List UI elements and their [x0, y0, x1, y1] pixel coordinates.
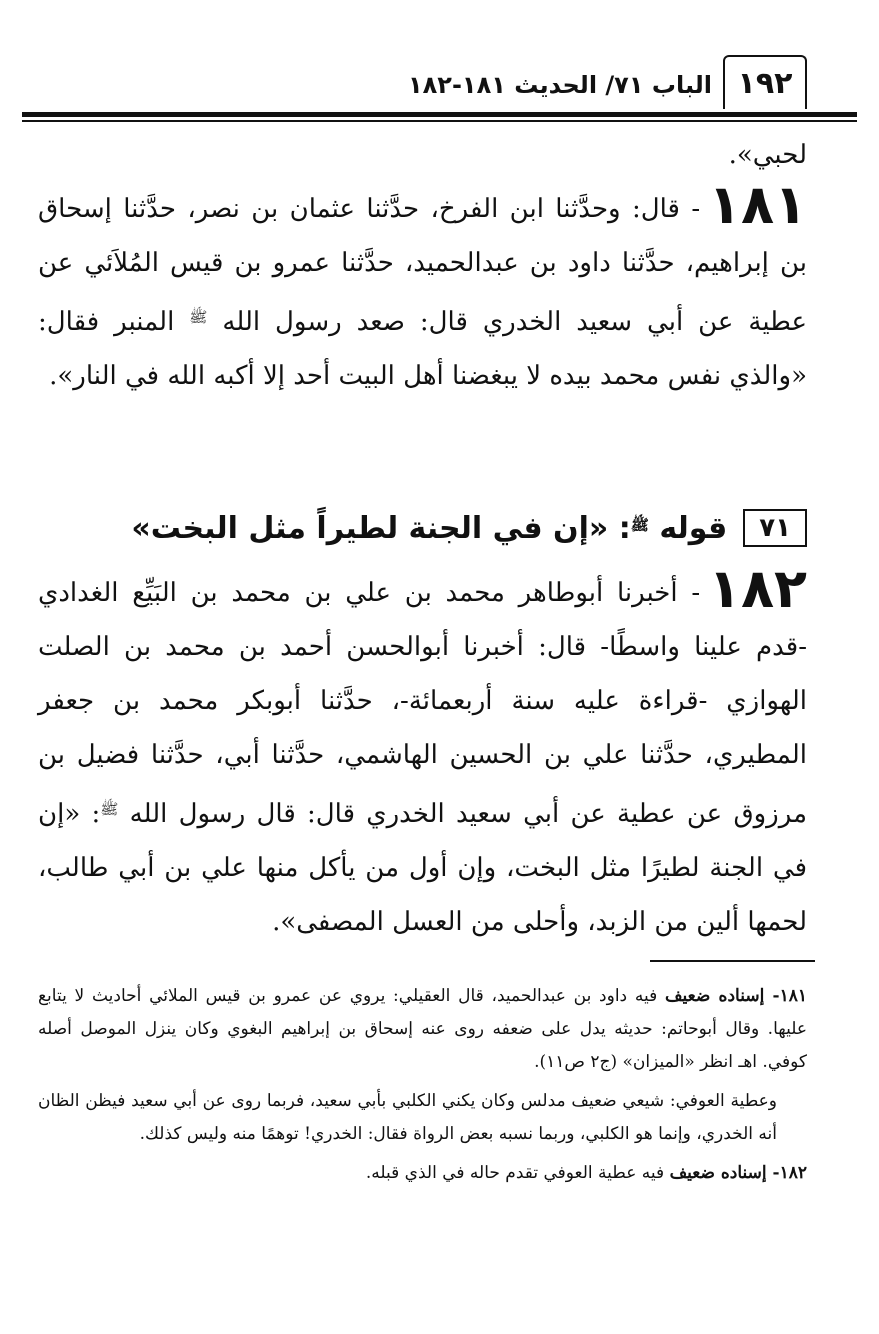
hadith-181 [38, 173, 808, 403]
footnote-label: ١٨١- إسناده ضعيف [664, 986, 808, 1006]
chapter-number: ٧١ [743, 509, 807, 547]
chapter-title-prefix: قوله [659, 510, 728, 546]
running-head: الباب ٧١/ الحديث ١٨١-١٨٢ [408, 71, 712, 99]
previous-text-tail: لحبي». [728, 140, 807, 170]
footnotes [38, 980, 807, 1196]
chapter-heading [38, 498, 807, 558]
hadith-number: ١٨١ [708, 173, 807, 236]
hadith-text-continued: : «إن في الجنة لطيرًا مثل البخت، وإن أول من يأكل منها علي بن أبي طالب، لحمها ألين من الزبد، وأحلى من العسل المصفى». [38, 799, 807, 937]
header-rule-thick [22, 112, 857, 117]
footnote-181 [38, 980, 807, 1079]
footnote-text: فيه عطية العوفي تقدم حاله في الذي قبله. [365, 1163, 665, 1183]
hadith-number: ١٨٢ [708, 557, 807, 620]
footnote-text: فيه داود بن عبدالحميد، قال العقيلي: يروي عن عمرو بن قيس الملائي أحاديث لا يتابع عليها. وقال أبوحاتم: حديثه يدل على ضعفه روى عنه إسحاق بن إبراهيم البغوي وكان ينزل الموصل أصله كوفي. اهـ انظر «الميزان» (ج٢ ص١١). [38, 986, 807, 1072]
hadith-182-block [38, 557, 808, 949]
chapter-title-text: : «إن في الجنة لطيراً مثل البخت» [131, 510, 631, 546]
footnote-181-continued: وعطية العوفي: شيعي ضعيف مدلس وكان يكني الكلبي بأبي سعيد، فربما روى عن أبي سعيد فيظن الظان أنه الخدري، وإنما هو الكلبي، وربما نسبه بعض الرواة فقال: الخدري! توهمًا منه وليس كذلك. [38, 1091, 777, 1144]
footnote-divider [650, 960, 815, 962]
page-number: ١٩٢ [723, 55, 807, 109]
footnote-label: ١٨٢- إسناده ضعيف [669, 1163, 807, 1183]
hadith-text-continued: المنبر فقال: «والذي نفس محمد بيده لا يبغضنا أهل البيت أحد إلا أكبه الله في النار». [38, 307, 807, 391]
footnote-182 [38, 1157, 807, 1190]
pbuh-glyph: ﷺ [189, 308, 208, 326]
pbuh-glyph: ﷺ [630, 515, 649, 534]
page-header [22, 55, 807, 115]
hadith-text: - قال: وحدَّثنا ابن الفرخ، حدَّثنا عثمان بن نصر، حدَّثنا إسحاق بن إبراهيم، حدَّثنا داود بن عبدالحميد، حدَّثنا عمرو بن قيس المُلاَئي عن عطية عن أبي سعيد الخدري قال: صعد رسول الله [38, 194, 808, 337]
hadith-181-block [38, 128, 807, 403]
hadith-text: - أخبرنا أبوطاهر محمد بن علي بن محمد بن البَيِّع الغدادي -قدم علينا واسطًا- قال: أخبرنا أبوالحسن أحمد بن محمد بن الصلت الهوازي -قراءة عليه سنة أربعمائة-، حدَّثنا أبوبكر محمد بن جعفر المطيري، حدَّثنا علي بن الحسين الهاشمي، حدَّثنا أبي، حدَّثنا فضيل بن مرزوق عن عطية عن أبي سعيد الخدري قال: قال رسول الله [38, 578, 808, 829]
pbuh-glyph: ﷺ [100, 800, 119, 818]
header-rule-thin [22, 120, 857, 122]
chapter-title [131, 511, 727, 546]
